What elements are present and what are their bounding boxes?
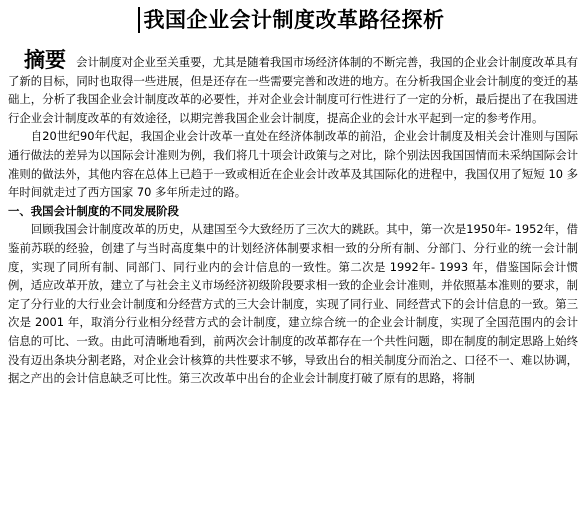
title-area xyxy=(0,6,584,34)
abstract-text: 会计制度对企业至关重要，尤其是随着我国市场经济体制的不断完善，我国的企业会计制度改革具有了新的目标，同时也取得一些进展，但是还存在一些需要完善和改进的地方。在分析我国企业会计制度的变迁的基础上，分析了我国企业会计制度改革的必要性，并对企业会计制度可行性进行了一定的分析，最后提出了在我国进行企业会计制度改革的有效途径，以期完善我国企业会计制度，提高企业的会计水平起到一定的参考作用。 xyxy=(8,55,578,125)
document-title-text: 我国企业会计制度改革路径探析 xyxy=(143,7,445,32)
abstract-label: 摘要 xyxy=(24,47,67,72)
text-cursor xyxy=(138,7,140,33)
section-paragraph: 回顾我国会计制度改革的历史，从建国至今大致经历了三次大的跳跃。其中，第一次是1950年- 1952年，借鉴前苏联的经验，创建了与当时高度集中的计划经济体制要求相一致的分所有制、分部门、分行业的统一会计制度，实现了同所有制、同部门、同行业内的会计信息的一致性。第二次是 1992年- 1993 年，借鉴国际会计惯例，适应改革开放，建立了与社会主义市场经济初级阶段要求相一致的企业会计准则，并依照基本准则的要求，制定了分行业的大行业会计制度和分经营方式的三大会计制度，实现了同行业、同经营式下的会计信息的一致。第三次是 2001 年，取消分行业相分经营方式的会计制度，建立综合统一的企业会计制度，实现了全国范围内的会计信息的可比、一致。由此可清晰地看到，前两次会计制度的改革都存在一个共性问题，即在制度的制定思路上始终没有迈出条块分割老路，对企业会计核算的共性要求不够，导致出台的相关制度分而治之、口径不一、难以协调，据之产出的会计信息缺乏可比性。第三次改革中出台的企业会计制度打破了原有的思路，将制 xyxy=(8,222,578,386)
document-title[interactable] xyxy=(140,6,445,34)
abstract-paragraph xyxy=(8,47,578,127)
intro-paragraph: 自20世纪90年代起，我国企业会计改革一直处在经济体制改革的前沿，企业会计制度及相关会计准则与国际通行做法的差异为以国际会计准则为例，我们将几十项会计政策与之对比，除个别法因我国国情而未采纳国际会计准则的做法外，其他内容在总体上已趋于一致或相近在企业会计改革及其国际化的进程中，我国仅用了短短 10 多年时间就走过了西方国家 70 多年所走过的路。 xyxy=(8,129,578,200)
document-body[interactable] xyxy=(8,47,578,388)
section-heading: 一、我国会计制度的不同发展阶段 xyxy=(8,203,179,218)
